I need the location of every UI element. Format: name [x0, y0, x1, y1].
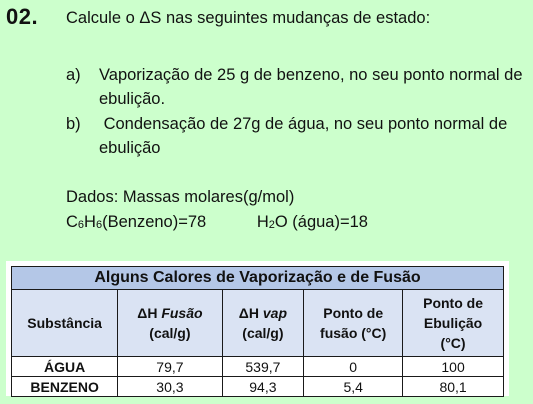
item-text: Condensação de 27g de água, no seu ponto normal de ebulição [99, 115, 512, 157]
header-dh-fusion: ΔH Fusão (cal/g) [118, 290, 222, 357]
table-row [12, 377, 504, 397]
question-item-b [66, 112, 528, 160]
data-title: Dados: Massas molares(g/mol) [66, 188, 295, 206]
benzene-molar-mass: $C_6H_6(Benzeno)=78$ [66, 213, 207, 231]
item-text: Vaporização de 25 g de benzeno, no seu ponto normal de ebulição. [99, 66, 523, 108]
boiling-value: 100 [403, 357, 504, 377]
table-row [12, 357, 504, 377]
table-title: Alguns Calores de Vaporização e de Fusão [12, 267, 504, 290]
dh-vap-value: 539,7 [222, 357, 304, 377]
molar-masses [66, 213, 368, 232]
dh-fusion-value: 30,3 [118, 377, 222, 397]
boiling-value: 80,1 [403, 377, 504, 397]
heats-table-container [6, 261, 509, 396]
heats-table [11, 266, 504, 397]
question-prompt: Calcule o ΔS nas seguintes mudanças de estado: [66, 9, 431, 27]
header-boiling-point: Ponto de Ebulição (°C) [403, 290, 504, 357]
item-letter: b) [66, 115, 81, 133]
header-dh-vap: ΔH vap (cal/g) [222, 290, 304, 357]
dh-fusion-value: 79,7 [118, 357, 222, 377]
substance-name: ÁGUA [12, 357, 118, 377]
dh-vap-value: 94,3 [222, 377, 304, 397]
header-substance: Substância [12, 290, 118, 357]
water-molar-mass: $H_2O$ (água)=18 [256, 213, 368, 231]
melting-value: 0 [304, 357, 403, 377]
item-letter: a) [66, 66, 81, 84]
substance-name: BENZENO [12, 377, 118, 397]
question-item-a [66, 63, 528, 111]
question-number: 02. [6, 4, 39, 29]
header-melting-point: Ponto de fusão (°C) [304, 290, 403, 357]
melting-value: 5,4 [304, 377, 403, 397]
